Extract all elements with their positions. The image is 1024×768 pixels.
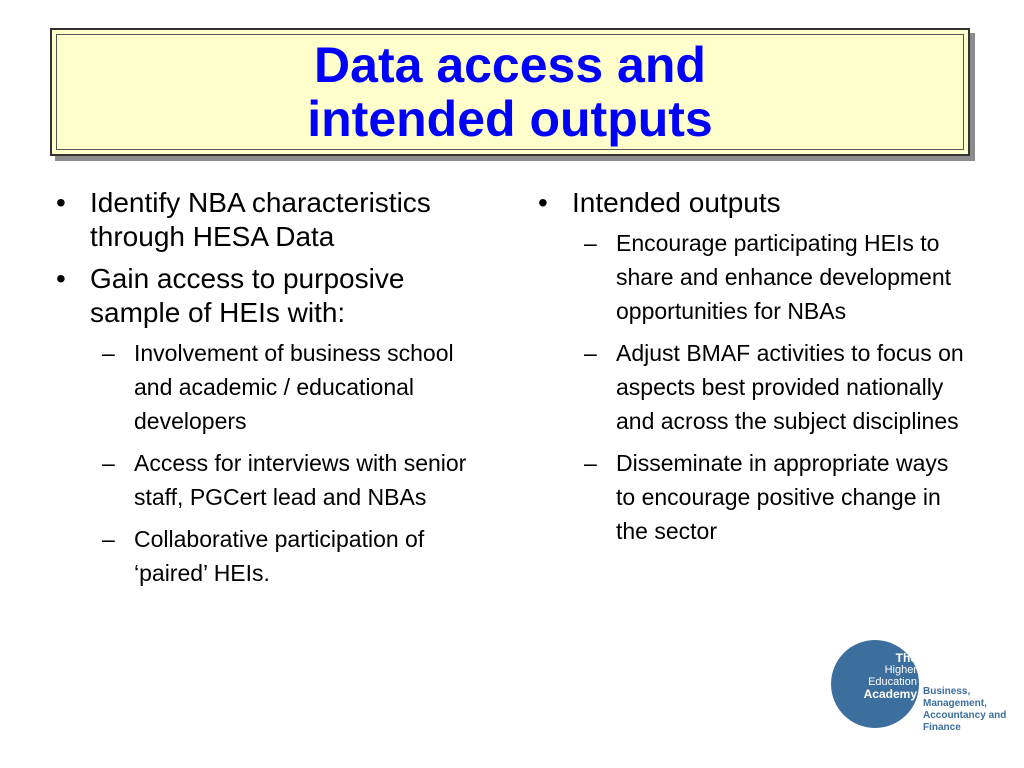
left-column <box>46 186 486 598</box>
bullet-text: Identify NBA characteristics through HESA Data <box>90 187 431 252</box>
sub-bullet-text: Adjust BMAF activities to focus on aspects best provided nationally and across the subject disciplines <box>616 340 964 434</box>
bullet-text: Intended outputs <box>572 187 781 218</box>
title-line-2: intended outputs <box>307 91 713 147</box>
sub-bullet-text: Involvement of business school and academic / educational developers <box>134 340 454 434</box>
bullet-text: Gain access to purposive sample of HEIs with: <box>90 263 405 328</box>
sub-bullet-item <box>90 522 486 590</box>
title-box <box>50 28 970 156</box>
bullet-item <box>46 262 486 590</box>
logo-line-2: Higher <box>884 664 917 676</box>
sub-bullet-item <box>572 226 968 328</box>
bullet-dot-icon: • <box>56 187 66 218</box>
dash-icon: – <box>584 230 597 256</box>
dash-icon: – <box>102 450 115 476</box>
right-column <box>528 186 968 556</box>
bullet-item <box>528 186 968 548</box>
bullet-dot-icon: • <box>56 263 66 294</box>
logo-subject-text: Business, Management, Accountancy and Finance <box>923 686 1007 733</box>
bullet-item <box>46 186 486 254</box>
sub-bullet-list <box>90 336 486 590</box>
bullet-dot-icon: • <box>538 187 548 218</box>
dash-icon: – <box>584 340 597 366</box>
sub-bullet-text: Collaborative participation of ‘paired’ HEIs. <box>134 526 425 586</box>
sub-bullet-list <box>572 226 968 548</box>
sub-bullet-item <box>90 446 486 514</box>
dash-icon: – <box>102 526 115 552</box>
logo-line-3: Education <box>868 676 917 688</box>
left-bullet-list <box>46 186 486 590</box>
hea-logo <box>831 640 1021 740</box>
sub-bullet-item <box>572 446 968 548</box>
dash-icon: – <box>102 340 115 366</box>
sub-bullet-item <box>572 336 968 438</box>
logo-line-4: Academy <box>863 687 917 701</box>
slide-title <box>307 38 713 146</box>
logo-academy-text <box>837 652 917 700</box>
sub-bullet-text: Disseminate in appropriate ways to encourage positive change in the sector <box>616 450 949 544</box>
title-line-1: Data access and <box>314 37 706 93</box>
right-bullet-list <box>528 186 968 548</box>
sub-bullet-text: Encourage participating HEIs to share and enhance development opportunities for NBAs <box>616 230 952 324</box>
dash-icon: – <box>584 450 597 476</box>
logo-line-1: The <box>895 651 917 665</box>
sub-bullet-item <box>90 336 486 438</box>
sub-bullet-text: Access for interviews with senior staff, PGCert lead and NBAs <box>134 450 467 510</box>
